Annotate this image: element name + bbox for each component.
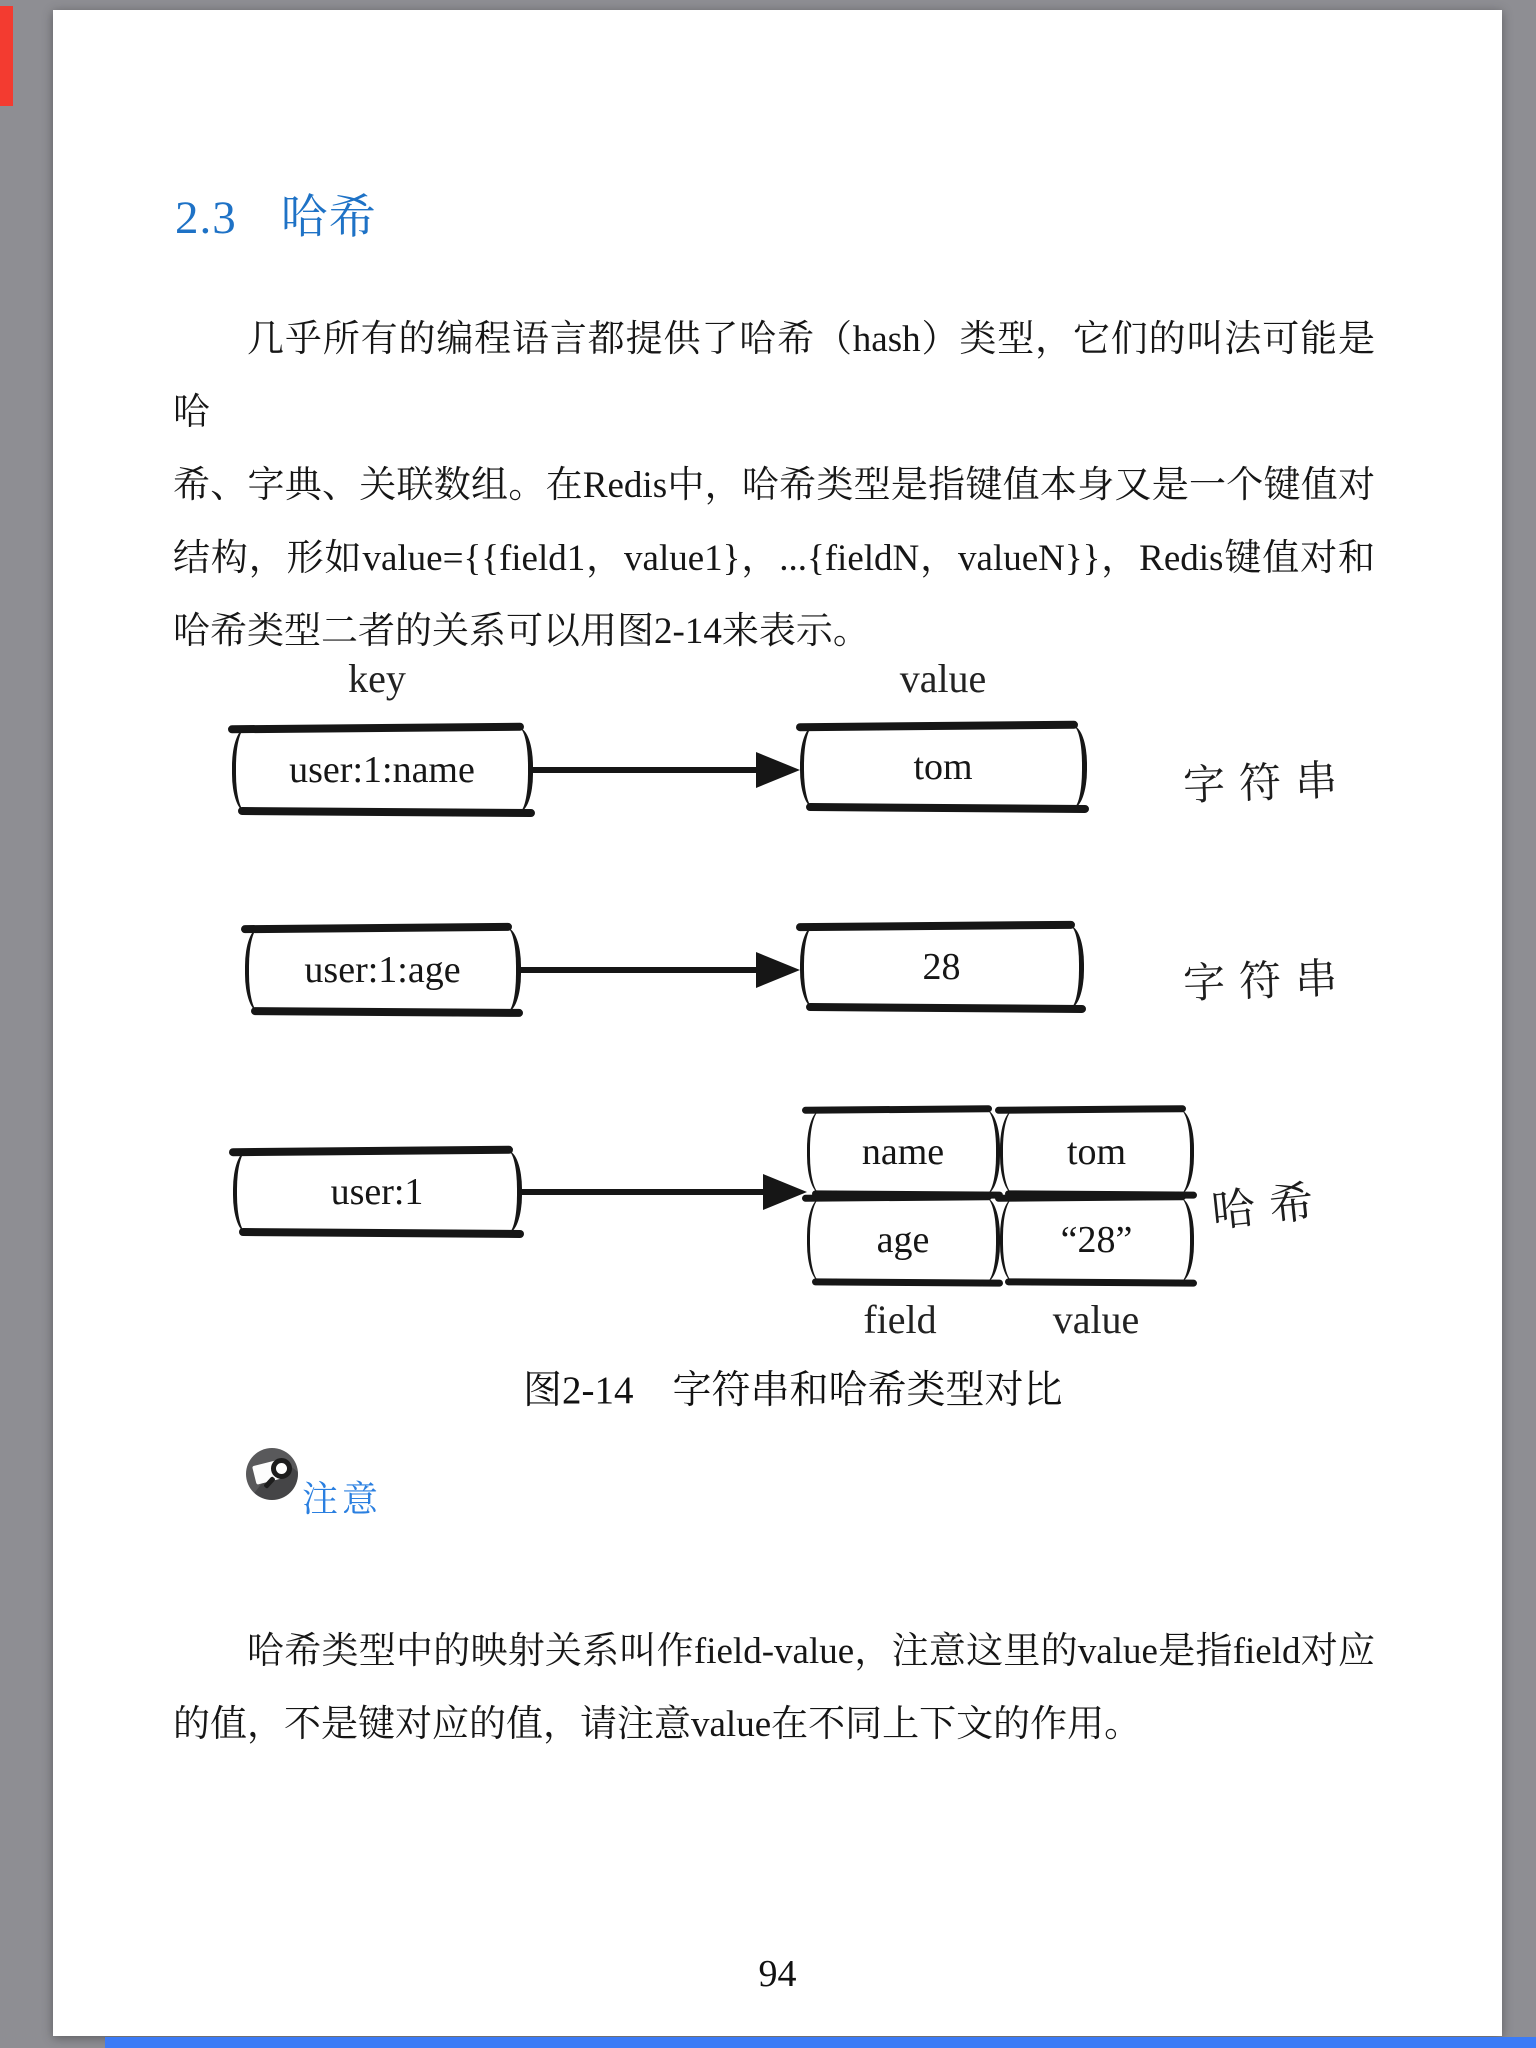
hash-cell-text: age <box>876 1219 930 1261</box>
book-page <box>53 10 1502 2036</box>
paragraph-2 <box>173 1615 1375 1761</box>
key-box-text: user:1:name <box>289 749 475 791</box>
value-box-text: tom <box>913 746 973 788</box>
value-box-text: 28 <box>922 946 961 988</box>
paragraph-line: 哈希类型二者的关系可以用图2-14来表示。 <box>173 611 870 652</box>
arrow-icon <box>516 967 758 973</box>
paragraph-line: 结构，形如value={{field1，value1}，...{fieldN，valueN}}，Redis键值对和 <box>173 538 1375 579</box>
figure-value-header: value <box>899 656 987 701</box>
value-box-28 <box>800 926 1084 1008</box>
figure-key-header: key <box>348 656 406 701</box>
figure-caption: 图2-14 字符串和哈希类型对比 <box>523 1369 1063 1412</box>
key-box-user-1 <box>233 1151 522 1233</box>
hash-cell-field-name <box>807 1110 1000 1194</box>
type-label-hash: 哈希 <box>1209 1176 1330 1237</box>
key-box-user-1-name <box>232 728 533 812</box>
document-magnifier-icon <box>246 1448 298 1500</box>
hash-footer-value: value <box>1052 1297 1140 1342</box>
hash-cell-text: “28” <box>1060 1219 1133 1261</box>
key-box-user-1-age <box>245 928 521 1012</box>
type-label-string-2: 字符串 <box>1182 956 1352 1008</box>
hash-cell-field-age <box>807 1198 1000 1282</box>
arrow-icon <box>528 767 758 773</box>
key-box-text: user:1:age <box>304 949 461 991</box>
value-box-tom <box>800 726 1087 808</box>
paragraph-line: 希、字典、关联数组。在Redis中，哈希类型是指键值本身又是一个键值对 <box>173 465 1375 506</box>
hash-cell-value-tom <box>1000 1110 1194 1194</box>
hash-cell-text: tom <box>1066 1131 1127 1173</box>
paragraph-line: 哈希类型中的映射关系叫作field-value，注意这里的value是指field对应 <box>247 1631 1375 1672</box>
paragraph-line: 几乎所有的编程语言都提供了哈希（hash）类型，它们的叫法可能是哈 <box>173 319 1375 433</box>
bookmark-marker <box>0 6 13 106</box>
bottom-progress-bar <box>105 2037 1536 2048</box>
type-label-string-1: 字符串 <box>1182 758 1352 810</box>
magnifier-lens-shape <box>271 1458 292 1479</box>
hash-cell-value-28 <box>1000 1198 1194 1282</box>
key-box-text: user:1 <box>330 1171 424 1213</box>
hash-cell-text: name <box>861 1131 945 1173</box>
section-heading <box>175 180 377 247</box>
section-title: 哈希 <box>280 192 377 244</box>
hash-footer-field: field <box>863 1297 937 1342</box>
arrow-icon <box>517 1189 765 1195</box>
section-number: 2.3 <box>175 192 237 244</box>
page-number: 94 <box>758 1953 797 1995</box>
note-label: 注意 <box>302 1479 383 1519</box>
paragraph-line: 的值，不是键对应的值，请注意value在不同上下文的作用。 <box>173 1704 1142 1745</box>
paragraph-1 <box>173 303 1375 668</box>
